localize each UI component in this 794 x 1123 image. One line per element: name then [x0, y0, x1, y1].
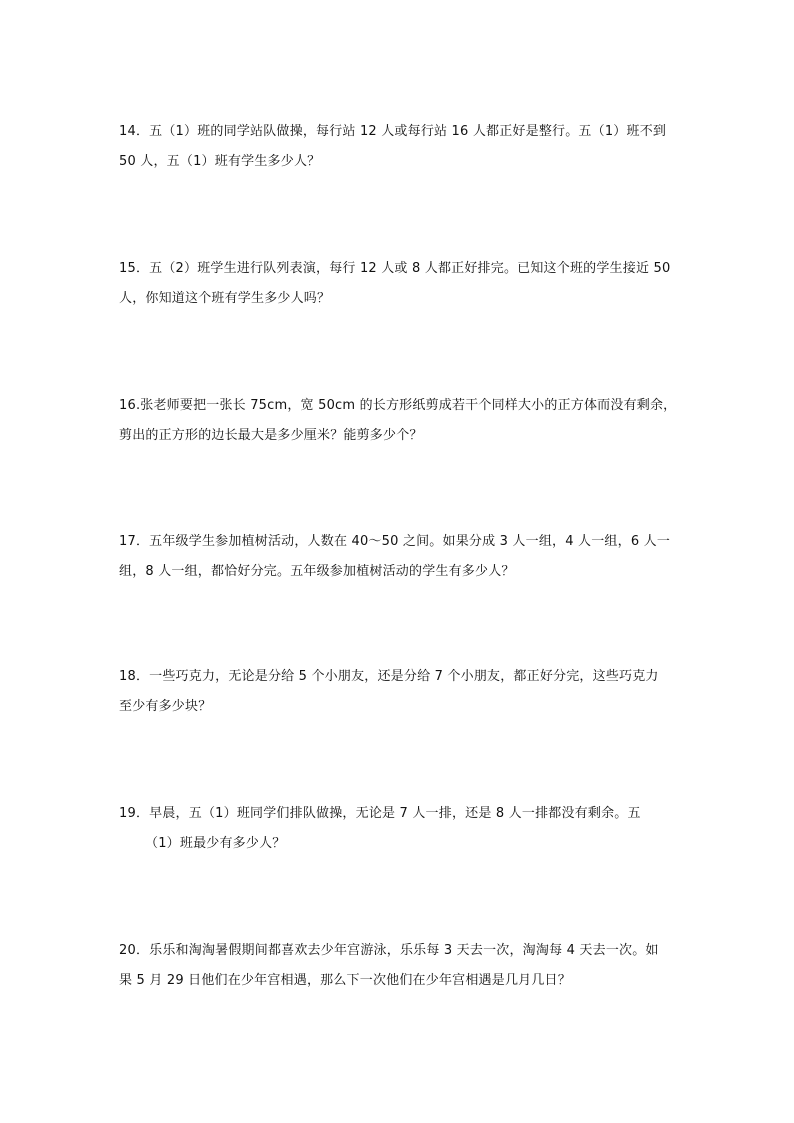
question-15-line-1: 15．五（2）班学生进行队列表演，每行 12 人或 8 人都正好排完。已知这个班的学生接近 50 [119, 261, 671, 276]
question-17-line-1: 17．五年级学生参加植树活动，人数在 40～50 之间。如果分成 3 人一组，4 人一组，6 人一 [119, 534, 671, 549]
question-16-line-1: 16.张老师要把一张长 75cm，宽 50cm 的长方形纸剪成若干个同样大小的正方体而没有剩余， [119, 398, 677, 413]
question-19 [119, 799, 679, 859]
question-14 [119, 117, 679, 177]
question-16 [119, 391, 679, 451]
question-19-line-1: 19．早晨，五（1）班同学们排队做操，无论是 7 人一排，还是 8 人一排都没有剩余。五 [119, 806, 641, 821]
question-20 [119, 936, 679, 996]
question-14-line-2: 50 人，五（1）班有学生多少人？ [119, 154, 321, 169]
question-14-line-1: 14．五（1）班的同学站队做操，每行站 12 人或每行站 16 人都正好是整行。五（1）班不到 [119, 124, 667, 139]
question-18-line-2: 至少有多少块？ [119, 699, 212, 714]
question-18 [119, 662, 679, 722]
question-20-line-2: 果 5 月 29 日他们在少年宫相遇，那么下一次他们在少年宫相遇是几月几日？ [119, 973, 571, 988]
question-17-line-2: 组，8 人一组，都恰好分完。五年级参加植树活动的学生有多少人？ [119, 564, 515, 579]
question-17 [119, 527, 679, 587]
question-20-line-1: 20．乐乐和淘淘暑假期间都喜欢去少年宫游泳，乐乐每 3 天去一次，淘淘每 4 天去一次。如 [119, 943, 659, 958]
question-18-line-1: 18．一些巧克力，无论是分给 5 个小朋友，还是分给 7 个小朋友，都正好分完，这些巧克力 [119, 669, 659, 684]
question-15-line-2: 人，你知道这个班有学生多少人吗？ [119, 291, 331, 306]
question-15 [119, 254, 679, 314]
question-16-line-2: 剪出的正方形的边长最大是多少厘米？能剪多少个？ [119, 428, 423, 443]
question-19-line-2: （1）班最少有多少人？ [145, 836, 286, 851]
